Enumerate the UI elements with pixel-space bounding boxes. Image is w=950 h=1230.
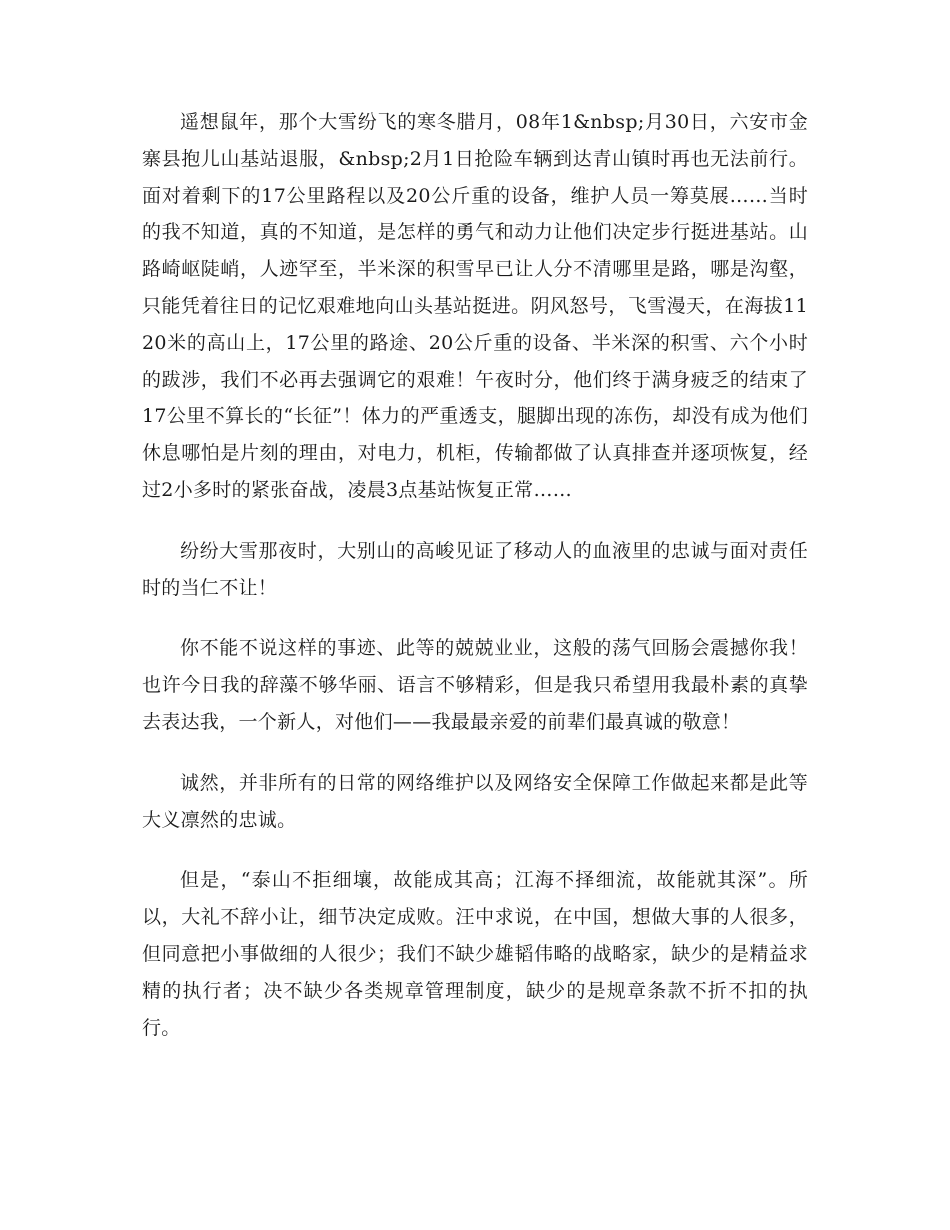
paragraph-snowstorm-rescue: 遥想鼠年，那个大雪纷飞的寒冬腊月，08年1&nbsp;月30日，六安市金寨县抱儿山基站退服，&nbsp;2月1日抢险车辆到达青山镇时再也无法前行。面对着剩下的17公里路程以及20公斤重的设备，维护人员一筹莫展……当时的我不知道，真的不知道，是怎样的勇气和动力让他们决定步行挺进基站。山路崎岖陡峭，人迹罕至，半米深的积雪早已让人分不清哪里是路，哪是沟壑，只能凭着往日的记忆艰难地向山头基站挺进。阴风怒号，飞雪漫天，在海拔1120米的高山上，17公里的路途、20公斤重的设备、半米深的积雪、六个小时的跋涉，我们不必再去强调它的艰难！午夜时分，他们终于满身疲乏的结束了17公里不算长的“长征”！体力的严重透支，腿脚出现的冻伤，却没有成为他们休息哪怕是片刻的理由，对电力，机柜，传输都做了认真排查并逐项恢复，经过2小多时的紧张奋战，凌晨3点基站恢复正常……: [142, 111, 808, 501]
paragraph-dabie-mountain: 纷纷大雪那夜时，大别山的高峻见证了移动人的血液里的忠诚与面对责任时的当仁不让！: [142, 539, 808, 599]
paragraph-details-matter: 但是，“泰山不拒细壤，故能成其高；江海不择细流，故能就其深”。所以，大礼不辞小让，细节决定成败。汪中求说，在中国，想做大事的人很多，但同意把小事做细的人很少；我们不缺少雄韬伟略的战略家，缺少的是精益求精的执行者；决不缺少各类规章管理制度，缺少的是规章条款不折不扣的执行。: [142, 869, 808, 1039]
document-body: [142, 104, 808, 1070]
paragraph-respect: 你不能不说这样的事迹、此等的兢兢业业，这般的荡气回肠会震撼你我！也许今日我的辞藻不够华丽、语言不够精彩，但是我只希望用我最朴素的真挚去表达我，一个新人，对他们——我最最亲爱的前辈们最真诚的敬意！: [142, 637, 808, 733]
paragraph-daily-maintenance: 诚然，并非所有的日常的网络维护以及网络安全保障工作做起来都是此等大义凛然的忠诚。: [142, 771, 808, 831]
